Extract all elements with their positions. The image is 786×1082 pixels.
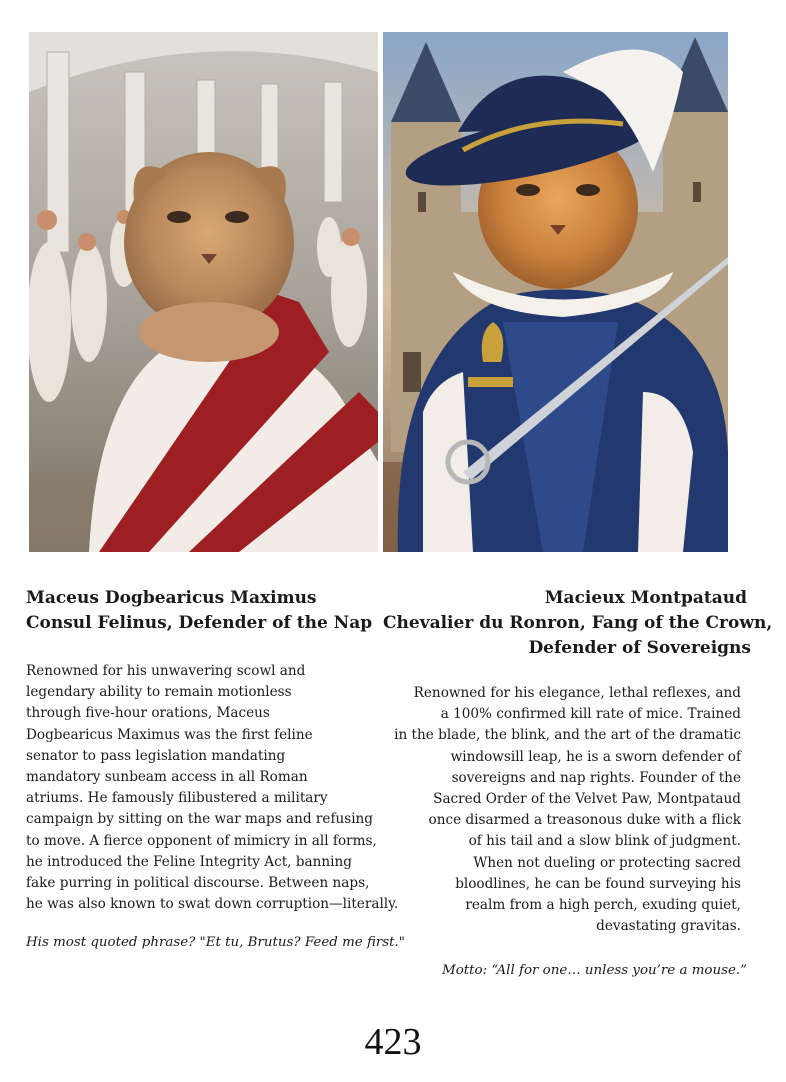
body-line: devastating gravitas. [596,918,741,935]
roman-cat-photo [29,32,378,552]
right-biography [380,683,747,937]
body-line: legendary ability to remain motionless [26,684,292,701]
body-line: realm from a high perch, exuding quiet, [465,897,741,914]
body-line: Renowned for his elegance, lethal reflexes, and [413,685,741,701]
left-biography [26,661,426,915]
page-number: 423 [364,1021,422,1063]
body-line: Sacred Order of the Velvet Paw, Montpataud [433,791,741,808]
body-line: once disarmed a treasonous duke with a flick [428,812,741,829]
body-line: fake purring in political discourse. Between naps, [26,875,370,892]
left-character-title [26,586,376,636]
musketeer-cat-photo [383,32,728,552]
body-line: through five-hour orations, Maceus [26,705,270,722]
right-character-title [383,586,773,661]
body-line: Dogbearicus Maximus was the first feline [26,726,313,743]
body-line: of his tail and a slow blink of judgment. [468,833,741,850]
body-line: sovereigns and nap rights. Founder of the [451,769,741,786]
body-line: campaign by sitting on the war maps and refusing [26,811,374,828]
body-line: Renowned for his unwavering scowl and [26,663,306,679]
body-line: bloodlines, he can be found surveying his [455,875,741,892]
body-line: atriums. He famously filibustered a military [26,790,328,807]
body-line: in the blade, the blink, and the art of the dramatic [394,727,741,744]
body-line: he introduced the Feline Integrity Act, banning [26,853,352,870]
body-line: a 100% confirmed kill rate of mice. Trained [440,706,741,723]
body-line: windowsill leap, he is a sworn defender of [450,748,741,765]
body-line: to move. A fierce opponent of mimicry in all forms, [26,832,377,849]
body-line: When not dueling or protecting sacred [473,854,741,871]
left-title-name: Maceus Dogbearicus Maximus [26,588,317,608]
right-motto: Motto: “All for one… unless you’re a mouse.” [442,963,747,978]
body-line: mandatory sunbeam access in all Roman [26,769,308,786]
left-quote: His most quoted phrase? "Et tu, Brutus? Feed me first." [26,935,405,950]
left-title-epithet: Consul Felinus, Defender of the Nap [26,613,373,633]
right-title-epithet: Chevalier du Ronron, Fang of the Crown, [383,613,773,633]
body-line: senator to pass legislation mandating [26,747,286,764]
right-title-role: Defender of Sovereigns [528,638,751,658]
body-line: he was also known to swat down corruption—literally. [26,896,399,913]
right-title-name: Macieux Montpataud [544,588,747,608]
